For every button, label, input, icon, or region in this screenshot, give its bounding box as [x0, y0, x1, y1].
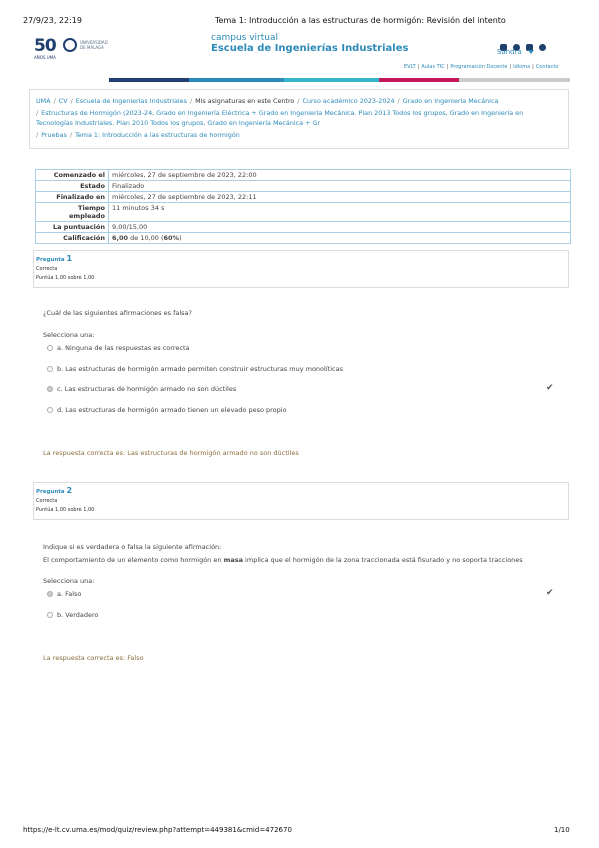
- summary-key: Estado: [36, 181, 109, 192]
- correct-check-icon: ✔: [546, 383, 554, 393]
- print-title: Tema 1: Introducción a las estructuras de hormigón: Revisión del intento: [215, 16, 506, 25]
- uma-seal-icon: [63, 38, 77, 52]
- attempt-summary-table: [35, 169, 571, 244]
- select-one-label: Selecciona una:: [43, 331, 95, 339]
- option-c[interactable]: c. Las estructuras de hormigón armado no son dúctiles: [47, 385, 236, 393]
- radio-button[interactable]: [47, 612, 53, 618]
- option-b[interactable]: b. Verdadero: [47, 611, 99, 619]
- color-bar-segment: [284, 78, 379, 82]
- question-1-prompt: ¿Cuál de las siguientes afirmaciones es falsa?: [43, 309, 192, 317]
- question-number: 2: [66, 486, 73, 495]
- question-status: Correcta: [36, 498, 58, 504]
- link-programacion[interactable]: Programación Docente: [450, 64, 508, 70]
- breadcrumb-separator: /: [189, 97, 193, 105]
- print-url: https://e-lt.cv.uma.es/mod/quiz/review.php?attempt=449381&cmid=472670: [23, 826, 292, 834]
- uma-logo[interactable]: [34, 36, 114, 60]
- link-contacto[interactable]: Contacto: [535, 64, 559, 70]
- link-aulas-tic[interactable]: Aulas TIC: [421, 64, 445, 70]
- radio-button[interactable]: [47, 345, 53, 351]
- breadcrumb-item: Mis asignaturas en este Centro: [195, 97, 295, 105]
- summary-key: La puntuación: [36, 222, 109, 233]
- radio-button[interactable]: [47, 407, 53, 413]
- breadcrumb-separator: /: [397, 97, 400, 105]
- color-bar: [29, 78, 570, 82]
- summary-row: [36, 203, 571, 222]
- logo-50-anos: 50: [34, 36, 56, 56]
- logo-sub: AÑOS UMA: [34, 55, 56, 60]
- summary-row: [36, 181, 571, 192]
- question-status: Correcta: [36, 266, 58, 272]
- breadcrumb: UMA / CV / Escuela de Ingenierías Industriales / Mis asignaturas en este Centro / Curso académico 2023-2024 / Grado en Ingeniería Mecánica / Estructuras de Hormigón (2023-24, Grado en Ingeniería Eléctrica + Grado en Ingeniería Mecánica. Plan 2013 Todos los grupos, Grado en Ingeniería en Tecnologías Industriales. Plan 2010 Todos los grupos, Grado en Ingeniería Mecánica + Gr / Pruebas / Tema 1: Introducción a las estructuras de hormigón: [29, 89, 569, 149]
- print-page-number: 1/10: [554, 826, 570, 834]
- header-icons: [500, 36, 552, 48]
- correct-answer-feedback: La respuesta correcta es: Las estructuras de hormigón armado no son dúctiles: [43, 449, 299, 457]
- option-a[interactable]: a. Falso: [47, 590, 81, 598]
- print-date: 27/9/23, 22:19: [23, 16, 82, 25]
- radio-button-selected[interactable]: [47, 591, 53, 597]
- summary-value: 9,00/15,00: [109, 222, 571, 233]
- color-bar-segment: [189, 78, 284, 82]
- summary-key: Calificación: [36, 233, 109, 244]
- option-b[interactable]: b. Las estructuras de hormigón armado permiten construir estructuras muy monolíticas: [47, 365, 343, 373]
- question-2-prompt: Indique si es verdadera o falsa la siguiente afirmación:: [43, 543, 222, 551]
- select-one-label: Selecciona una:: [43, 577, 95, 585]
- summary-value: miércoles, 27 de septiembre de 2023, 22:11: [109, 192, 571, 203]
- summary-row: [36, 222, 571, 233]
- link-idioma[interactable]: Idioma: [513, 64, 531, 70]
- correct-answer-feedback: La respuesta correcta es: Falso: [43, 654, 144, 662]
- question-score: Puntúa 1,00 sobre 1,00: [36, 507, 95, 513]
- color-bar-segment: [109, 78, 189, 82]
- breadcrumb-separator: /: [53, 97, 56, 105]
- breadcrumb-item[interactable]: Escuela de Ingenierías Industriales: [75, 97, 187, 105]
- logo-text: UNIVERSIDAD DE MÁLAGA: [80, 40, 108, 50]
- question-2-statement: El comportamiento de un elemento como hormigón en masa implica que el hormigón de la zona traccionada está fisurado y no soporta tracciones: [43, 556, 523, 564]
- summary-row: [36, 170, 571, 181]
- summary-key: Finalizado en: [36, 192, 109, 203]
- radio-button-selected[interactable]: [47, 386, 53, 392]
- school-name[interactable]: Escuela de Ingenierías Industriales: [211, 43, 409, 54]
- breadcrumb-item[interactable]: CV: [58, 97, 68, 105]
- summary-key: Tiempo empleado: [36, 203, 109, 222]
- summary-key: Comenzado el: [36, 170, 109, 181]
- grade-value: 6,00: [112, 234, 129, 242]
- question-2-info: Pregunta 2 Correcta Puntúa 1,00 sobre 1,00: [33, 482, 569, 520]
- question-number: 1: [66, 254, 73, 263]
- link-evlt[interactable]: EVLT: [404, 64, 416, 70]
- correct-check-icon: ✔: [546, 588, 554, 598]
- breadcrumb-item[interactable]: UMA: [36, 97, 51, 105]
- summary-row: [36, 233, 571, 244]
- breadcrumb-item[interactable]: Grado en Ingeniería Mecánica: [402, 97, 499, 105]
- chevron-down-icon: [528, 50, 534, 54]
- breadcrumb-quiz[interactable]: Tema 1: Introducción a las estructuras de hormigón: [74, 131, 240, 139]
- breadcrumb-item[interactable]: Curso académico 2023-2024: [302, 97, 395, 105]
- color-bar-segment: [379, 78, 459, 82]
- summary-value: miércoles, 27 de septiembre de 2023, 22:00: [109, 170, 571, 181]
- breadcrumb-course[interactable]: Estructuras de Hormigón (2023-24, Grado en Ingeniería Eléctrica + Grado en Ingeniería Mecánica. Plan 2013 Todos los grupos, Grado en Ingeniería en Tecnologías Industriales. Plan 2010 Todos los grupos, Grado en Ingeniería Mecánica + Gr: [36, 109, 524, 127]
- top-links: EVLT | Aulas TIC | Programación Docente | Idioma | Contacto: [404, 64, 559, 70]
- breadcrumb-pruebas[interactable]: Pruebas: [41, 131, 67, 139]
- summary-value: 11 minutos 34 s: [109, 203, 571, 222]
- color-bar-segment: [459, 78, 570, 82]
- settings-icon[interactable]: [539, 44, 546, 51]
- summary-row: [36, 192, 571, 203]
- breadcrumb-separator: /: [297, 97, 300, 105]
- summary-value: Finalizado: [109, 181, 571, 192]
- summary-value: 6,00 de 10,00 (60%): [109, 233, 571, 244]
- option-a[interactable]: a. Ninguna de las respuestas es correcta: [47, 344, 189, 352]
- campus-virtual-label[interactable]: campus virtual: [211, 33, 278, 43]
- color-bar-segment: [29, 78, 109, 82]
- breadcrumb-separator: /: [70, 97, 73, 105]
- radio-button[interactable]: [47, 366, 53, 372]
- option-d[interactable]: d. Las estructuras de hormigón armado tienen un elevado peso propio: [47, 406, 287, 414]
- question-1-info: Pregunta 1 Correcta Puntúa 1,00 sobre 1,00: [33, 250, 569, 288]
- user-menu[interactable]: [497, 48, 534, 56]
- question-score: Puntúa 1,00 sobre 1,00: [36, 275, 95, 281]
- user-name: Sandra: [497, 48, 522, 56]
